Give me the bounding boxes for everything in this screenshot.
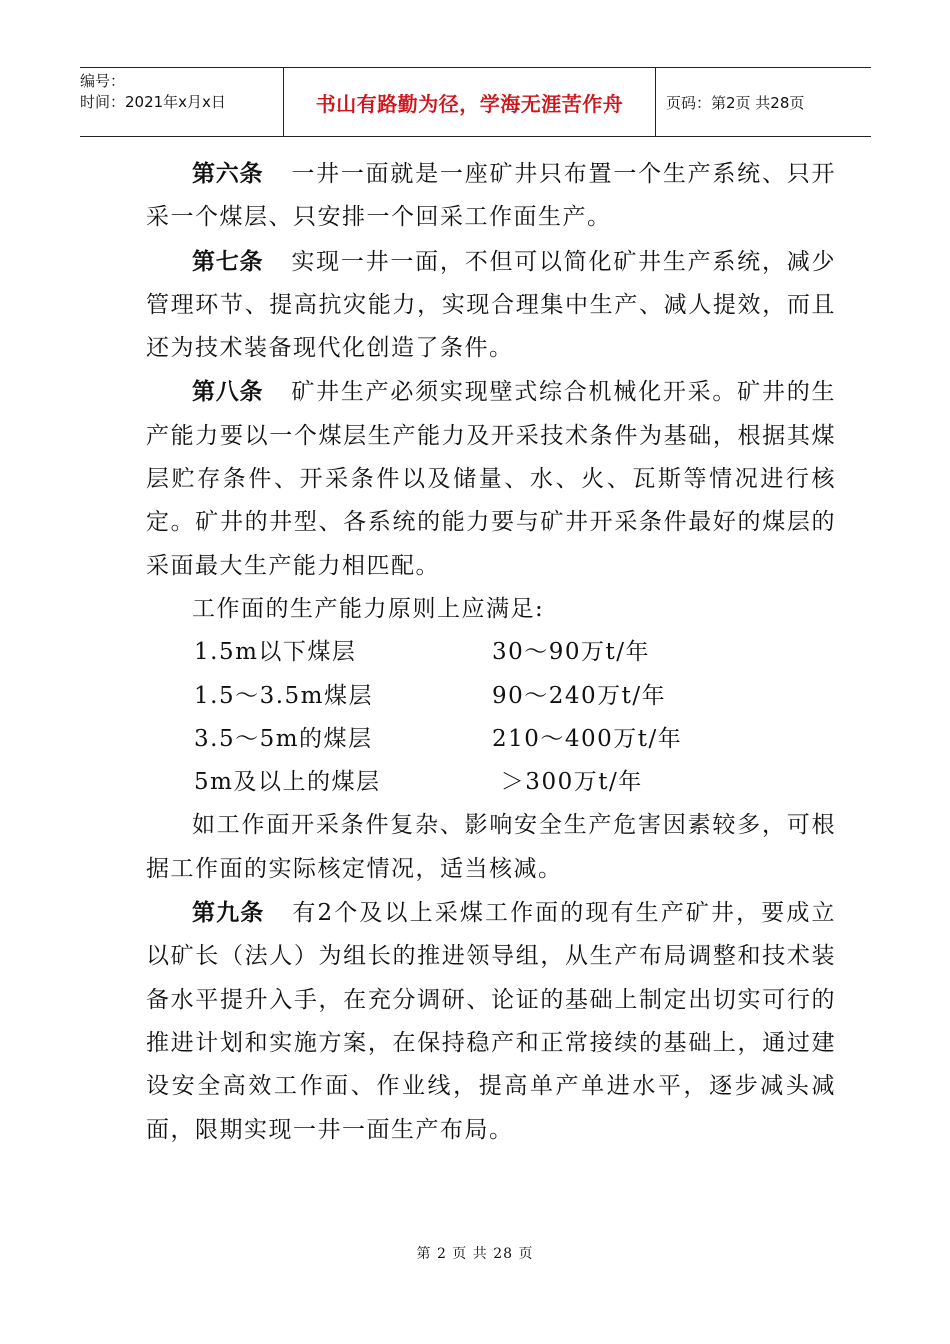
article-text: 实现一井一面，不但可以简化矿井生产系统，减少管理环节、提高抗灾能力，实现合理集中生产、减人提效，而且还为技术装备现代化创造了条件。 bbox=[146, 248, 836, 362]
capacity-row bbox=[146, 761, 836, 804]
article-6 bbox=[146, 152, 836, 240]
seam-capacity: 30～90万t/年 bbox=[492, 639, 651, 666]
capacity-row bbox=[146, 631, 836, 674]
capacity-intro: 工作面的生产能力原则上应满足: bbox=[192, 595, 545, 622]
page-footer: 第 2 页 共 28 页 bbox=[416, 1246, 534, 1262]
article-heading: 第七条 bbox=[192, 247, 264, 275]
header-motto: 书山有路勤为径，学海无涯苦作舟 bbox=[283, 68, 656, 136]
time-label: 时间：2021年x月x日 bbox=[80, 93, 226, 111]
article-7 bbox=[146, 240, 836, 371]
article-text: 一井一面就是一座矿井只布置一个生产系统、只开采一个煤层、只安排一个回采工作面生产。 bbox=[146, 161, 836, 231]
capacity-row bbox=[146, 675, 836, 718]
article-8 bbox=[146, 370, 836, 587]
seam-thickness: 5m及以上的煤层 bbox=[194, 769, 381, 796]
seam-capacity: 90～240万t/年 bbox=[492, 682, 667, 709]
seam-thickness: 3.5～5m的煤层 bbox=[194, 725, 373, 752]
article-heading: 第六条 bbox=[192, 160, 264, 187]
article-heading: 第八条 bbox=[192, 378, 264, 406]
capacity-row bbox=[146, 718, 836, 761]
article-heading: 第九条 bbox=[192, 899, 265, 927]
serial-label: 编号： bbox=[80, 72, 126, 90]
seam-thickness: 1.5m以下煤层 bbox=[194, 639, 357, 666]
header-meta bbox=[80, 68, 283, 136]
page-header bbox=[80, 67, 871, 137]
header-page-info: 页码：第2页 共28页 bbox=[666, 93, 805, 112]
capacity-note: 如工作面开采条件复杂、影响安全生产危害因素较多，可根据工作面的实际核定情况，适当核减。 bbox=[146, 812, 836, 882]
article-9 bbox=[146, 891, 836, 1152]
article-text: 矿井生产必须实现壁式综合机械化开采。矿井的生产能力要以一个煤层生产能力及开采技术条件为基础，根据其煤层贮存条件、开采条件以及储量、水、火、瓦斯等情况进行核定。矿井的井型、各系统的能力要与矿井开采条件最好的煤层的采面最大生产能力相匹配。 bbox=[146, 379, 836, 579]
article-text: 有2个及以上采煤工作面的现有生产矿井，要成立以矿长（法人）为组长的推进领导组，从生产布局调整和技术装备水平提升入手，在充分调研、论证的基础上制定出切实可行的推进计划和实施方案，在保持稳产和正常接续的基础上，通过建设安全高效工作面、作业线，提高单产单进水平，逐步减头减面，限期实现一井一面生产布局。 bbox=[146, 900, 836, 1143]
document-body bbox=[146, 152, 836, 1152]
seam-thickness: 1.5～3.5m煤层 bbox=[194, 682, 373, 709]
seam-capacity: 210～400万t/年 bbox=[492, 725, 683, 752]
seam-capacity: ＞300万t/年 bbox=[492, 769, 643, 796]
